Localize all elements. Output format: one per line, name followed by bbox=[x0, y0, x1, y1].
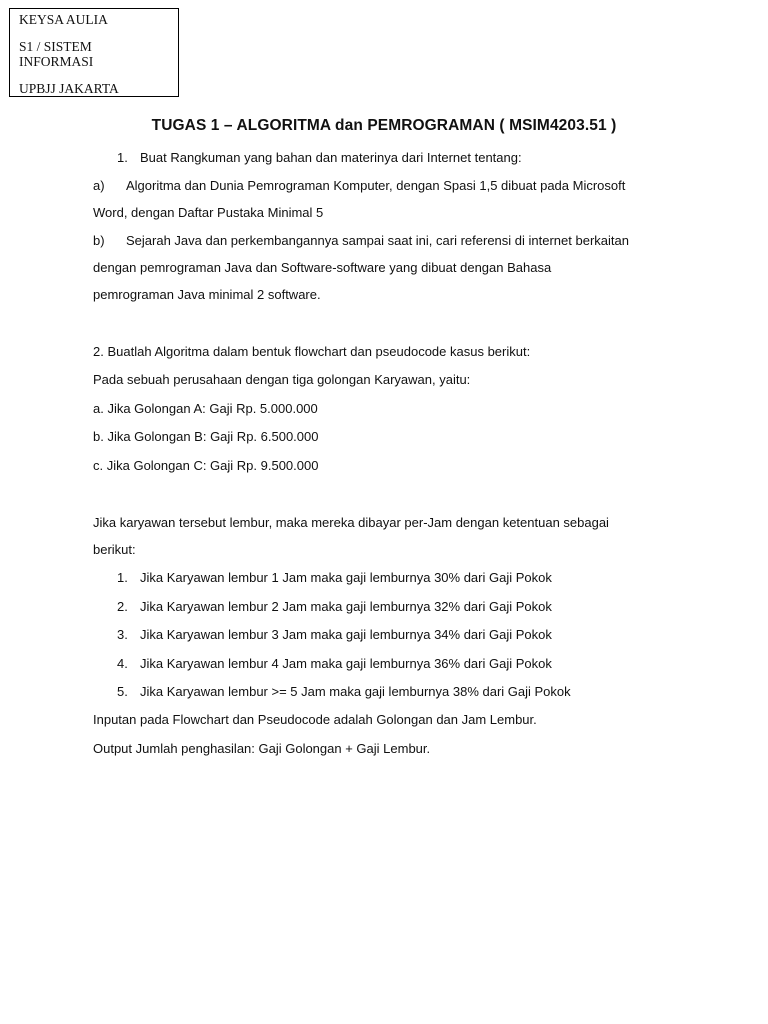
output-note: Output Jumlah penghasilan: Gaji Golongan + Gaji Lembur. bbox=[93, 741, 431, 756]
rule-text: Jika Karyawan lembur 2 Jam maka gaji lemburnya 32% dari Gaji Pokok bbox=[140, 599, 552, 614]
study-program-line2: INFORMASI bbox=[19, 54, 94, 69]
rule-number: 5. bbox=[117, 684, 128, 699]
q1-a-line1: Algoritma dan Dunia Pemrograman Komputer, dengan Spasi 1,5 dibuat pada Microsoft bbox=[126, 178, 626, 193]
q2-intro: Pada sebuah perusahaan dengan tiga golongan Karyawan, yaitu: bbox=[93, 372, 471, 387]
assignment-title: TUGAS 1 – ALGORITMA dan PEMROGRAMAN ( MSIM4203.51 ) bbox=[151, 117, 617, 134]
rule-text: Jika Karyawan lembur 4 Jam maka gaji lemburnya 36% dari Gaji Pokok bbox=[140, 656, 552, 671]
overtime-line2: berikut: bbox=[93, 542, 136, 557]
grade-a: a. Jika Golongan A: Gaji Rp. 5.000.000 bbox=[93, 401, 318, 416]
rule-text: Jika Karyawan lembur 1 Jam maka gaji lemburnya 30% dari Gaji Pokok bbox=[140, 570, 552, 585]
rule-text: Jika Karyawan lembur >= 5 Jam maka gaji lemburnya 38% dari Gaji Pokok bbox=[140, 684, 571, 699]
q2-text: 2. Buatlah Algoritma dalam bentuk flowchart dan pseudocode kasus berikut: bbox=[93, 344, 531, 359]
q1-b-line3: pemrograman Java minimal 2 software. bbox=[93, 287, 321, 302]
rule-number: 4. bbox=[117, 656, 128, 671]
student-name: KEYSA AULIA bbox=[19, 12, 108, 27]
q1-b-marker: b) bbox=[93, 233, 105, 248]
grade-b: b. Jika Golongan B: Gaji Rp. 6.500.000 bbox=[93, 429, 319, 444]
rule-text: Jika Karyawan lembur 3 Jam maka gaji lemburnya 34% dari Gaji Pokok bbox=[140, 627, 552, 642]
q1-b-line2: dengan pemrograman Java dan Software-software yang dibuat dengan Bahasa bbox=[93, 260, 552, 275]
q1-text: Buat Rangkuman yang bahan dan materinya dari Internet tentang: bbox=[140, 150, 522, 165]
q1-number: 1. bbox=[117, 150, 128, 165]
rule-number: 1. bbox=[117, 570, 128, 585]
q1-a-marker: a) bbox=[93, 178, 105, 193]
q1-b-line1: Sejarah Java dan perkembangannya sampai saat ini, cari referensi di internet berkaitan bbox=[126, 233, 629, 248]
rule-number: 3. bbox=[117, 627, 128, 642]
overtime-line1: Jika karyawan tersebut lembur, maka mereka dibayar per-Jam dengan ketentuan sebagai bbox=[93, 515, 609, 530]
rule-number: 2. bbox=[117, 599, 128, 614]
study-program-line1: S1 / SISTEM bbox=[19, 39, 92, 54]
grade-c: c. Jika Golongan C: Gaji Rp. 9.500.000 bbox=[93, 458, 319, 473]
campus-name: UPBJJ JAKARTA bbox=[19, 81, 119, 96]
student-identity-box bbox=[9, 8, 179, 97]
input-note: Inputan pada Flowchart dan Pseudocode adalah Golongan dan Jam Lembur. bbox=[93, 712, 537, 727]
q1-a-line2: Word, dengan Daftar Pustaka Minimal 5 bbox=[93, 205, 324, 220]
